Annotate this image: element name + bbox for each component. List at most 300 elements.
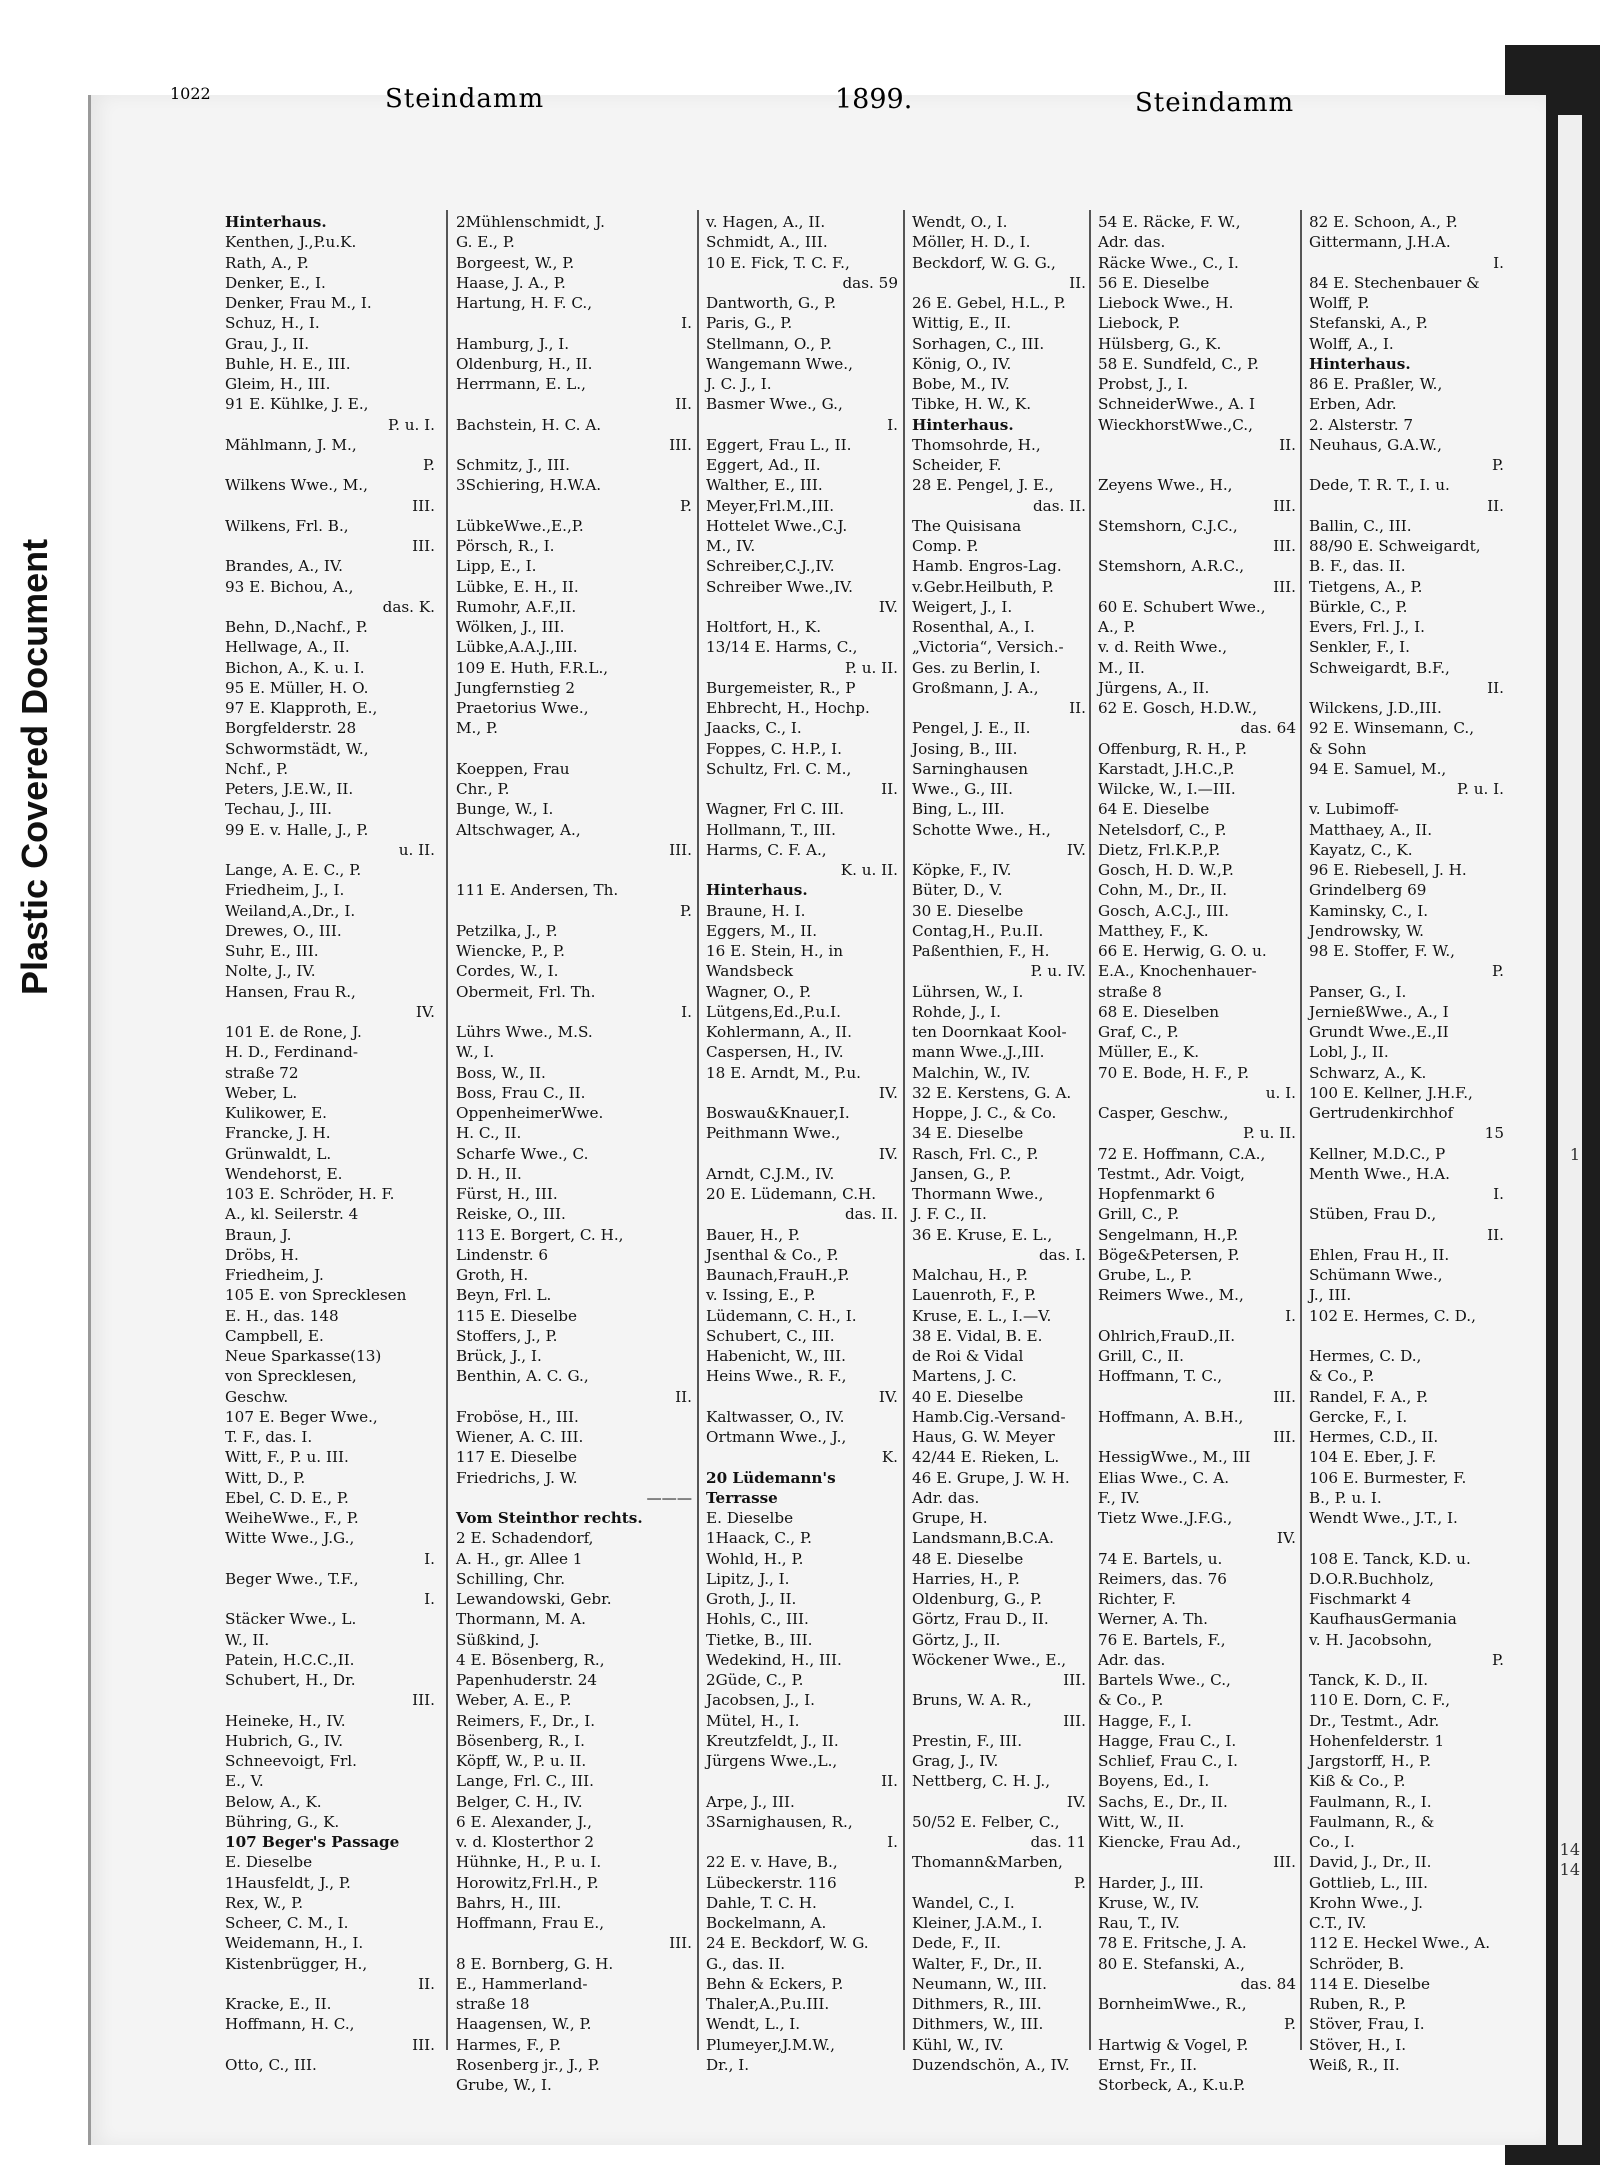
directory-entry: Heineke, H., IV. [225, 1711, 346, 1730]
directory-entry: 84 E. Stechenbauer & [1309, 273, 1480, 292]
directory-entry: Contag,H., P.u.II. [912, 921, 1044, 940]
directory-entry: Schultz, Frl. C. M., [706, 759, 852, 778]
directory-entry: Richter, F. [1098, 1590, 1176, 1608]
directory-entry: Sengelmann, H.,P. [1098, 1225, 1239, 1244]
directory-entry: Wittig, E., II. [912, 314, 1012, 333]
directory-entry: Grill, C., II. [1098, 1347, 1185, 1365]
directory-entry: 3Schiering, H.W.A. [456, 476, 602, 495]
directory-entry [1309, 1528, 1504, 1548]
directory-entry: Jendrowsky, W. [1309, 921, 1424, 940]
directory-entry: 70 E. Bode, H. F., P. [1098, 1063, 1250, 1082]
directory-entry: Büter, D., V. [912, 881, 1003, 900]
directory-entry: 92 E. Winsemann, C., [1309, 719, 1475, 738]
directory-entry: Dr., Testmt., Adr. [1309, 1711, 1440, 1730]
directory-entry: Baunach,FrauH.,P. [706, 1266, 850, 1284]
directory-entry: Tanck, K. D., II. [1309, 1671, 1429, 1689]
directory-entry: & Co., P. [1098, 1691, 1164, 1710]
directory-entry: E. Dieselbe [225, 1853, 313, 1872]
directory-entry: Lipitz, J., I. [706, 1569, 790, 1588]
directory-entry: Lübke,A.A.J.,III. [456, 638, 578, 657]
directory-entry: Wandsbeck [706, 962, 794, 981]
directory-entry: Gleim, H., III. [225, 375, 331, 393]
directory-entry: Tietz Wwe.,J.F.G., [1098, 1509, 1233, 1527]
directory-entry: Drewes, O., III. [225, 921, 342, 940]
directory-entry: Schmidt, A., III. [706, 233, 828, 252]
directory-entry: Lobl, J., II. [1309, 1043, 1389, 1062]
directory-entry: Thomann&Marben, [912, 1853, 1063, 1872]
directory-entry: 66 E. Herwig, G. O. u. [1098, 942, 1267, 960]
directory-entry: Wandel, C., I. [912, 1893, 1015, 1912]
directory-entry: Lange, A. E. C., P. [225, 861, 362, 879]
directory-entry: Geschw. [225, 1387, 289, 1406]
directory-entry: IV. [415, 1002, 435, 1021]
directory-entry: Campbell, E. [225, 1326, 324, 1345]
directory-entry: Stoffers, J., P. [456, 1326, 558, 1345]
directory-entry: Hoffmann, H. C., [225, 2015, 355, 2034]
directory-entry: Wendt, L., I. [706, 2015, 801, 2034]
directory-entry: ——— [646, 1488, 692, 1507]
directory-entry: IV. [878, 1083, 898, 1102]
directory-entry: Krohn Wwe., J. [1309, 1893, 1423, 1912]
directory-entry: Bauer, H., P. [706, 1225, 800, 1244]
directory-entry: Hellwage, A., II. [225, 638, 350, 657]
directory-entry: 46 E. Grupe, J. W. H. [912, 1468, 1070, 1487]
directory-entry: Dantworth, G., P. [706, 294, 837, 312]
directory-entry: Schubert, C., III. [706, 1326, 835, 1345]
directory-entry: D. H., II. [456, 1164, 522, 1183]
directory-entry: Wilcke, W., I.—III. [1098, 780, 1236, 798]
directory-entry: Arpe, J., III. [706, 1792, 795, 1811]
directory-entry: Eggers, M., II. [706, 921, 818, 940]
directory-entry: 26 E. Gebel, H.L., P. [912, 294, 1066, 312]
directory-entry: Behn & Eckers, P. [706, 1974, 844, 1993]
directory-entry: III. [1063, 1671, 1086, 1689]
directory-entry: Bichon, A., K. u. I. [225, 658, 365, 677]
directory-entry: Jansen, G., P. [912, 1164, 1012, 1183]
directory-entry: 1Haack, C., P. [706, 1529, 812, 1548]
directory-entry: Kruse, E. L., I.—V. [912, 1306, 1052, 1325]
directory-entry: Hoppe, J. C., & Co. [912, 1104, 1057, 1122]
directory-entry: Lührsen, W., I. [912, 982, 1024, 1001]
directory-entry: Bühring, G., K. [225, 1812, 340, 1831]
directory-entry: J., III. [1309, 1286, 1352, 1305]
directory-entry: de Roi & Vidal [912, 1347, 1024, 1365]
directory-entry: Wendt Wwe., J.T., I. [1309, 1509, 1458, 1527]
directory-entry: das. I. [1038, 1245, 1086, 1264]
directory-entry: 93 E. Bichou, A., [225, 577, 354, 596]
directory-entry: 56 E. Dieselbe [1098, 273, 1210, 292]
directory-entry: 112 E. Heckel Wwe., A. [1309, 1934, 1491, 1953]
directory-entry: Buhle, H. E., III. [225, 354, 351, 373]
directory-entry: Scheer, C. M., I. [225, 1914, 349, 1932]
directory-entry: Weigert, J., I. [912, 597, 1013, 616]
directory-entry: Evers, Frl. J., I. [1309, 618, 1425, 636]
directory-entry: Friedheim, J. [225, 1266, 324, 1284]
directory-entry: Kaltwasser, O., IV. [706, 1407, 845, 1426]
directory-entry: 80 E. Stefanski, A., [1098, 1954, 1245, 1973]
directory-entry: K. u. II. [840, 861, 898, 879]
directory-entry: Harms, C. F. A., [706, 840, 827, 859]
directory-entry: Scharfe Wwe., C. [456, 1144, 589, 1163]
directory-entry: Altschwager, A., [456, 820, 581, 839]
directory-entry: 109 E. Huth, F.R.L., [456, 658, 609, 677]
directory-entry: 91 E. Kühlke, J. E., [225, 395, 369, 414]
directory-entry: Boyens, Ed., I. [1098, 1772, 1210, 1791]
directory-entry: Lewandowski, Gebr. [456, 1590, 612, 1608]
directory-entry: Kracke, E., II. [225, 1995, 332, 2013]
directory-entry: Wilckens, J.D.,III. [1309, 699, 1442, 717]
directory-entry: Groth, J., II. [706, 1590, 797, 1608]
directory-entry: das. 64 [1240, 719, 1296, 738]
directory-entry: Otto, C., III. [225, 2055, 317, 2074]
directory-entry [1309, 1326, 1504, 1346]
directory-entry: Grupe, H. [912, 1509, 988, 1527]
directory-entry: J. F. C., II. [912, 1205, 987, 1224]
directory-entry: Nchf., P. [225, 759, 289, 778]
directory-entry: Fischmarkt 4 [1309, 1590, 1411, 1608]
directory-entry: III. [1273, 537, 1296, 555]
directory-entry: Gottlieb, L., III. [1309, 1873, 1428, 1892]
directory-entry: K. [881, 1448, 898, 1467]
directory-entry [456, 860, 692, 880]
directory-entry: I. [1285, 1306, 1296, 1325]
directory-entry: I. [681, 314, 692, 333]
directory-entry: 3Sarnighausen, R., [706, 1812, 853, 1831]
directory-entry: Dröbs, H. [225, 1245, 299, 1264]
directory-entry: u. II. [398, 840, 435, 859]
directory-entry: Burgemeister, R., P [706, 678, 856, 697]
directory-entry: 42/44 E. Rieken, L. [912, 1448, 1060, 1467]
directory-entry: Sorhagen, C., III. [912, 334, 1045, 353]
directory-entry: Heins Wwe., R. F., [706, 1367, 847, 1386]
directory-entry: Weidemann, H., I. [225, 1934, 364, 1953]
directory-entry: Herrmann, E. L., [456, 375, 586, 393]
directory-entry: I. [424, 1549, 435, 1568]
directory-entry: Görtz, Frau D., II. [912, 1610, 1049, 1629]
directory-entry: Testmt., Adr. Voigt, [1098, 1164, 1245, 1183]
directory-entry: Eggert, Ad., II. [706, 456, 821, 474]
directory-entry: Kruse, W., IV. [1098, 1893, 1200, 1912]
directory-entry: 48 E. Dieselbe [912, 1549, 1024, 1568]
directory-entry: Hoffmann, Frau E., [456, 1914, 605, 1932]
directory-entry: JernießWwe., A., I [1309, 1002, 1449, 1021]
directory-entry: SchneiderWwe., A. I [1098, 395, 1255, 414]
column-rule [697, 210, 699, 2050]
directory-entry: Rohde, J., I. [912, 1002, 1001, 1021]
directory-entry: Neuhaus, G.A.W., [1309, 435, 1442, 454]
directory-entry: Schuz, H., I. [225, 314, 320, 333]
directory-entry: Horowitz,Frl.H., P. [456, 1873, 599, 1892]
directory-entry: Gittermann, J.H.A. [1309, 233, 1451, 252]
directory-entry: straße 18 [456, 1995, 530, 2013]
directory-entry: Stüben, Frau D., [1309, 1205, 1437, 1224]
directory-entry: 117 E. Dieselbe [456, 1448, 577, 1467]
directory-entry: Müller, E., K. [1098, 1043, 1200, 1062]
directory-entry: Ernst, Fr., II. [1098, 2055, 1198, 2074]
directory-entry: WieckhorstWwe.,C., [1098, 415, 1253, 434]
directory-entry: Ehlen, Frau H., II. [1309, 1245, 1450, 1264]
directory-entry: Nettberg, C. H. J., [912, 1772, 1051, 1791]
directory-entry: Bing, L., III. [912, 800, 1005, 819]
directory-entry: Terrasse [706, 1488, 778, 1507]
directory-entry: 60 E. Schubert Wwe., [1098, 597, 1266, 616]
directory-entry: Grindelberg 69 [1309, 881, 1427, 900]
directory-entry: das. II. [1032, 496, 1086, 515]
directory-entry: Jungfernstieg 2 [456, 678, 575, 697]
directory-entry: Groth, H. [456, 1266, 529, 1284]
directory-entry: Kenthen, J.,P.u.K. [225, 233, 357, 252]
directory-entry: Panser, G., I. [1309, 982, 1407, 1001]
directory-entry: Cordes, W., I. [456, 962, 559, 981]
directory-entry: v. d. Klosterthor 2 [456, 1833, 595, 1851]
directory-entry: 103 E. Schröder, H. F. [225, 1185, 395, 1203]
directory-entry: Bruns, W. A. R., [912, 1691, 1032, 1710]
directory-entry: 36 E. Kruse, E. L., [912, 1225, 1053, 1244]
directory-entry: Francke, J. H. [225, 1124, 331, 1143]
directory-entry: P. u. II. [1242, 1124, 1296, 1143]
directory-entry: Vom Steinthor rechts. [456, 1509, 643, 1527]
directory-entry: Thormann Wwe., [912, 1185, 1044, 1203]
directory-entry: Oldenburg, H., II. [456, 354, 593, 373]
directory-entry: 30 E. Dieselbe [912, 901, 1024, 920]
directory-entry: Bahrs, H., III. [456, 1893, 562, 1912]
directory-entry: 40 E. Dieselbe [912, 1387, 1024, 1406]
directory-entry: II. [1069, 273, 1086, 292]
directory-entry: Wiener, A. C. III. [456, 1428, 584, 1446]
directory-entry: Holtfort, H., K. [706, 618, 822, 636]
directory-entry: Malchin, W., IV. [912, 1063, 1031, 1082]
directory-entry: Hartwig & Vogel, P. [1098, 2035, 1249, 2054]
directory-entry: Elias Wwe., C. A. [1098, 1468, 1230, 1487]
directory-entry: 76 E. Bartels, F., [1098, 1630, 1226, 1649]
directory-entry: 20 Lüdemann's [706, 1468, 836, 1487]
directory-entry: Schwarz, A., K. [1309, 1063, 1427, 1082]
directory-entry: Hamb. Engros-Lag. [912, 557, 1062, 576]
directory-entry: Dithmers, W., III. [912, 2015, 1044, 2034]
directory-entry: Kühl, W., IV. [912, 2035, 1004, 2054]
directory-entry: Ohlrich,FrauD.,II. [1098, 1326, 1236, 1345]
directory-entry: E. H., das. 148 [225, 1306, 339, 1325]
directory-entry: 64 E. Dieselbe [1098, 800, 1210, 819]
directory-entry: Tibke, H. W., K. [912, 395, 1032, 414]
directory-entry: Schröder, B. [1309, 1954, 1405, 1973]
directory-entry: Schilling, Chr. [456, 1569, 566, 1588]
directory-entry: Ortmann Wwe., J., [706, 1428, 847, 1446]
directory-entry: 98 E. Stoffer, F. W., [1309, 942, 1456, 960]
directory-entry: Kellner, M.D.C., P [1309, 1144, 1446, 1163]
directory-entry: 111 E. Andersen, Th. [456, 881, 619, 900]
directory-entry: Weber, A. E., P. [456, 1691, 572, 1710]
directory-entry: Probst, J., I. [1098, 375, 1189, 393]
directory-entry: Lindenstr. 6 [456, 1245, 549, 1264]
directory-entry: Weber, L. [225, 1083, 298, 1102]
directory-entry: das. 11 [1030, 1833, 1086, 1851]
directory-entry: W., I. [456, 1043, 495, 1062]
directory-entry: Tietgens, A., P. [1309, 577, 1423, 596]
directory-entry: 24 E. Beckdorf, W. G. [706, 1934, 869, 1953]
directory-entry: III. [412, 537, 435, 555]
directory-entry: Zeyens Wwe., H., [1098, 476, 1233, 495]
directory-entry: das. II. [844, 1205, 898, 1224]
directory-entry: 102 E. Hermes, C. D., [1309, 1306, 1476, 1325]
directory-entry: Schneevoigt, Frl. [225, 1752, 357, 1770]
directory-entry: 97 E. Klapproth, E., [225, 699, 378, 717]
directory-entry: Hermes, C. D., [1309, 1347, 1422, 1365]
directory-entry: Beger Wwe., T.F., [225, 1569, 359, 1588]
directory-entry: straße 72 [225, 1063, 299, 1082]
directory-entry: Eggert, Frau L., II. [706, 435, 852, 454]
directory-entry: Dede, T. R. T., I. u. [1309, 476, 1450, 495]
directory-column-3 [706, 212, 898, 2075]
directory-entry: P. [1074, 1873, 1086, 1892]
directory-entry: Storbeck, A., K.u.P. [1098, 2076, 1246, 2094]
directory-entry: Lüdemann, C. H., I. [706, 1306, 857, 1325]
directory-entry: Stäcker Wwe., L. [225, 1610, 357, 1629]
directory-entry: Matthey, F., K. [1098, 921, 1209, 940]
directory-entry: Braun, J. [225, 1225, 292, 1244]
directory-entry: Boswau&Knauer,I. [706, 1104, 850, 1122]
directory-entry: Weiß, R., II. [1309, 2055, 1400, 2074]
directory-entry: 38 E. Vidal, B. E. [912, 1326, 1043, 1345]
directory-entry: Casper, Geschw., [1098, 1104, 1229, 1122]
directory-column-2 [456, 212, 692, 2095]
directory-entry: Wagner, O., P. [706, 982, 812, 1001]
directory-entry: Weiland,A.,Dr., I. [225, 901, 356, 920]
directory-entry: Liebock, P. [1098, 314, 1181, 333]
directory-entry: Borgeest, W., P. [456, 253, 575, 272]
directory-entry: Lührs Wwe., M.S. [456, 1023, 593, 1041]
directory-entry: Patein, H.C.C.,II. [225, 1650, 355, 1669]
directory-entry: Kohlermann, A., II. [706, 1023, 852, 1041]
directory-entry: Wangemann Wwe., [706, 354, 853, 373]
directory-entry: Habenicht, W., III. [706, 1347, 846, 1365]
directory-entry: Below, A., K. [225, 1792, 322, 1811]
directory-entry: I. [887, 415, 898, 434]
directory-entry: 10 E. Fick, T. C. F., [706, 253, 850, 272]
directory-entry: Rasch, Frl. C., P. [912, 1144, 1039, 1163]
directory-entry: Bürkle, C., P. [1309, 597, 1408, 616]
directory-entry: Hinterhaus. [225, 213, 327, 231]
directory-entry: Hülsberg, G., K. [1098, 334, 1222, 353]
directory-entry: Jargstorff, H., P. [1309, 1752, 1432, 1770]
directory-entry: 100 E. Kellner, J.H.F., [1309, 1083, 1473, 1102]
directory-entry: Wohld, H., P. [706, 1549, 804, 1568]
directory-entry: Schubert, H., Dr. [225, 1671, 356, 1689]
directory-entry: Böge&Petersen, P. [1098, 1245, 1240, 1264]
directory-entry: 95 E. Müller, H. O. [225, 678, 369, 697]
directory-entry: II. [675, 1387, 692, 1406]
directory-entry: Wilkens, Frl. B., [225, 516, 349, 535]
directory-entry: Walter, F., Dr., II. [912, 1954, 1043, 1973]
directory-entry: KaufhausGermania [1309, 1610, 1457, 1629]
directory-entry: Fürst, H., III. [456, 1185, 558, 1203]
directory-entry: The Quisisana [912, 516, 1022, 535]
directory-entry: Wöckener Wwe., E., [912, 1650, 1067, 1669]
directory-entry: Bartels Wwe., C., [1098, 1671, 1231, 1689]
directory-entry: Grill, C., P. [1098, 1205, 1180, 1224]
directory-entry: straße 8 [1098, 982, 1162, 1001]
directory-entry: Schweigardt, B.F., [1309, 658, 1450, 677]
directory-entry: Ges. zu Berlin, I. [912, 658, 1041, 677]
directory-entry: Wendt, O., I. [912, 213, 1008, 231]
directory-entry: LübkeWwe.,E.,P. [456, 516, 584, 535]
directory-entry: 94 E. Samuel, M., [1309, 759, 1447, 778]
directory-entry: Harries, H., P. [912, 1569, 1020, 1588]
directory-entry: Josing, B., III. [912, 739, 1018, 758]
directory-entry: III. [1063, 1711, 1086, 1730]
directory-entry: 106 E. Burmester, F. [1309, 1468, 1467, 1487]
directory-entry: Lipp, E., I. [456, 557, 537, 576]
directory-entry: E., Hammerland- [456, 1974, 588, 1993]
directory-entry: Jacobsen, J., I. [706, 1691, 815, 1710]
edge-digit: 14 [1559, 1860, 1580, 1879]
directory-entry: 6 E. Alexander, J., [456, 1812, 592, 1831]
directory-entry: WeiheWwe., F., P. [225, 1509, 359, 1527]
directory-entry: Hartung, H. F. C., [456, 294, 593, 312]
directory-entry: Jsenthal & Co., P. [706, 1245, 839, 1264]
directory-entry: 32 E. Kerstens, G. A. [912, 1083, 1072, 1102]
directory-entry: Lütgens,Ed.,P.u.I. [706, 1002, 841, 1021]
directory-entry: Hollmann, T., III. [706, 820, 836, 839]
directory-entry: Stöver, H., I. [1309, 2035, 1407, 2054]
directory-entry: Witt, F., P. u. III. [225, 1448, 349, 1467]
directory-column-5 [1098, 212, 1296, 2095]
directory-entry: Gertrudenkirchhof [1309, 1104, 1454, 1122]
directory-entry: v. d. Reith Wwe., [1098, 638, 1228, 657]
directory-entry: 115 E. Dieselbe [456, 1306, 577, 1325]
directory-entry: OppenheimerWwe. [456, 1104, 604, 1122]
directory-entry: Wiencke, P., P. [456, 942, 565, 960]
directory-entry: 107 E. Beger Wwe., [225, 1407, 378, 1426]
directory-entry: Dr., I. [706, 2055, 750, 2074]
directory-entry: Reimers, das. 76 [1098, 1569, 1227, 1588]
directory-entry: Oldenburg, G., P. [912, 1590, 1042, 1608]
directory-entry: Friedheim, J., I. [225, 881, 345, 900]
directory-entry: Wagner, Frl C. III. [706, 800, 845, 819]
directory-entry: u. I. [1265, 1083, 1296, 1102]
directory-entry: Schmitz, J., III. [456, 456, 570, 474]
directory-entry: M., II. [1098, 658, 1145, 677]
directory-entry: 1Hausfeldt, J., P. [225, 1873, 351, 1892]
directory-entry: Dietz, Frl.K.P.,P. [1098, 840, 1221, 859]
directory-entry: 2. Alsterstr. 7 [1309, 415, 1414, 434]
directory-entry: Kayatz, C., K. [1309, 840, 1413, 859]
directory-entry: II. [881, 1772, 898, 1791]
directory-entry: IV. [878, 1387, 898, 1406]
directory-entry: Braune, H. I. [706, 901, 806, 920]
directory-entry: Scheider, F. [912, 456, 1002, 474]
directory-entry: Jaacks, C., I. [706, 719, 802, 738]
directory-entry: Kaminsky, C., I. [1309, 901, 1429, 920]
directory-entry: Wendehorst, E. [225, 1164, 343, 1183]
column-rule [446, 210, 448, 2050]
directory-entry: 101 E. de Rone, J. [225, 1023, 362, 1041]
directory-entry: P. u. I. [387, 415, 435, 434]
edge-digit: 14 [1559, 1840, 1580, 1859]
directory-entry: Jürgens, A., II. [1098, 678, 1210, 697]
directory-entry: Denker, Frau M., I. [225, 294, 372, 312]
directory-entry: Faulmann, R., & [1309, 1812, 1435, 1831]
directory-entry: Großmann, J. A., [912, 678, 1039, 697]
directory-entry: Grundt Wwe.,E.,II [1309, 1023, 1449, 1041]
directory-entry: Wilkens Wwe., M., [225, 476, 368, 495]
directory-entry: 110 E. Dorn, C. F., [1309, 1691, 1451, 1710]
directory-entry: 15 [1484, 1124, 1504, 1143]
directory-entry: Wwe., G., III. [912, 780, 1013, 798]
directory-entry [1098, 455, 1296, 475]
directory-entry: von Sprecklesen, [225, 1367, 357, 1386]
directory-entry: Beckdorf, W. G. G., [912, 253, 1056, 272]
